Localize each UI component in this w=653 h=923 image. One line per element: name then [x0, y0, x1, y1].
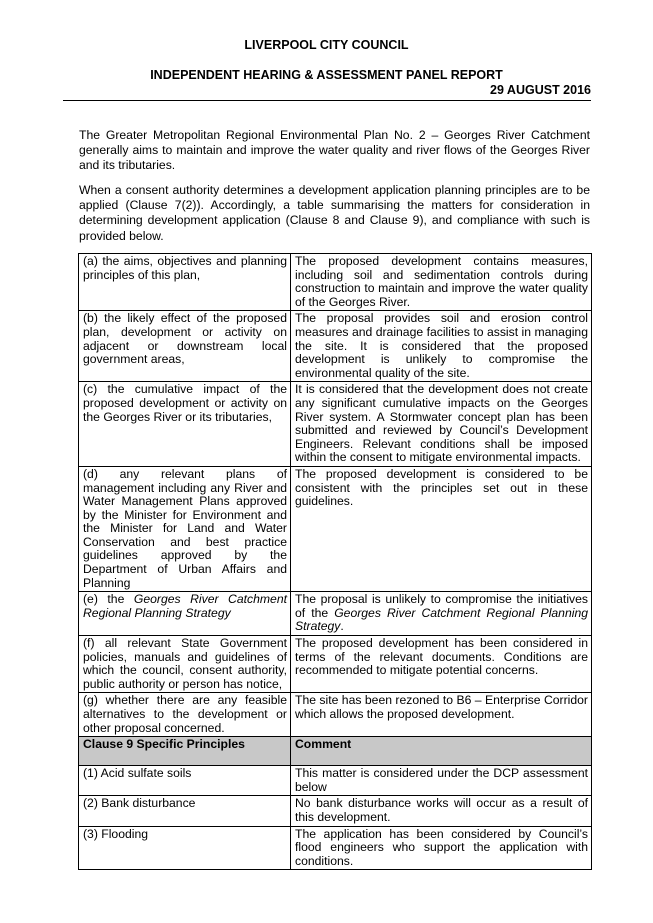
table-row	[79, 254, 592, 311]
comment-cell: This matter is considered under the DCP assessment below	[291, 766, 592, 796]
clause-cell: (3) Flooding	[79, 826, 291, 870]
comment-cell: The proposal provides soil and erosion control measures and drainage facilities to assist in managing the site. It is considered that the proposed development is unlikely to compromise the environmental quality of the site.	[291, 311, 592, 382]
header-rule	[63, 100, 591, 101]
comment-text: The proposal is unlikely to compromise the initiatives of the	[295, 592, 588, 620]
clause-cell: (2) Bank disturbance	[79, 796, 291, 826]
clause-cell: (c) the cumulative impact of the proposed development or activity on the Georges River or its tributaries,	[79, 382, 291, 467]
table-row	[79, 796, 592, 826]
table-row	[79, 382, 592, 467]
table-row	[79, 693, 592, 737]
table-row	[79, 636, 592, 693]
comment-header: Comment	[291, 737, 592, 766]
comment-text: .	[340, 619, 344, 634]
clause-cell: (b) the likely effect of the proposed plan, development or activity on adjacent or downstream local government areas,	[79, 311, 291, 382]
table-header-row	[79, 737, 592, 766]
comment-cell: The site has been rezoned to B6 – Enterprise Corridor which allows the proposed development.	[291, 693, 592, 737]
table-row	[79, 592, 592, 636]
strategy-title: Georges River Catchment Regional Planning Strategy	[83, 592, 287, 620]
report-date: 29 AUGUST 2016	[490, 83, 591, 97]
comment-cell: No bank disturbance works will occur as a result of this development.	[291, 796, 592, 826]
comment-cell: The proposed development is considered to be consistent with the principles set out in these guidelines.	[291, 466, 592, 591]
report-title: INDEPENDENT HEARING & ASSESSMENT PANEL REPORT	[150, 68, 503, 82]
comment-cell: The proposed development has been considered in terms of the relevant documents. Conditions are recommended to mitigate potential concerns.	[291, 636, 592, 693]
table-row	[79, 766, 592, 796]
clause-cell: (f) all relevant State Government policies, manuals and guidelines of which the council, consent authority, public authority or person has notice,	[79, 636, 291, 693]
intro-paragraph: The Greater Metropolitan Regional Environmental Plan No. 2 – Georges River Catchment generally aims to maintain and improve the water quality and river flows of the Georges River and its tributaries.	[79, 128, 590, 173]
clause-cell: (g) whether there are any feasible alternatives to the development or other proposal concerned.	[79, 693, 291, 737]
clause-cell: (a) the aims, objectives and planning principles of this plan,	[79, 254, 291, 311]
clause-paragraph: When a consent authority determines a development application planning principles are to be applied (Clause 7(2)). Accordingly, a table summarising the matters for consideration in determining development application (Clause 8 and Clause 9), and compliance with such is provided below.	[79, 183, 590, 243]
strategy-title: Georges River Catchment Regional Planning Strategy	[295, 605, 588, 634]
comment-cell: The application has been considered by Council’s flood engineers who support the application with conditions.	[291, 826, 592, 870]
table-row	[79, 466, 592, 591]
comment-cell: The proposed development contains measures, including soil and sedimentation controls during construction to maintain and improve the water quality of the Georges River.	[291, 254, 592, 311]
clause-header: Clause 9 Specific Principles	[79, 737, 291, 766]
clause-cell	[79, 592, 291, 636]
clause-cell: (1) Acid sulfate soils	[79, 766, 291, 796]
clause-table	[78, 253, 592, 870]
table-row	[79, 826, 592, 870]
clause-cell: (d) any relevant plans of management including any River and Water Management Plans approved by the Minister for Environment and the Minister for Land and Water Conservation and best practice guidelines approved by the Department of Urban Affairs and Planning	[79, 466, 291, 591]
comment-cell: It is considered that the development does not create any significant cumulative impacts on the Georges River system. A Stormwater concept plan has been submitted and reviewed by Council’s Development Engineers. Relevant conditions shall be imposed within the consent to mitigate environmental impacts.	[291, 382, 592, 467]
table-row	[79, 311, 592, 382]
clause-text: (e) the	[83, 592, 134, 607]
comment-cell	[291, 592, 592, 636]
council-name: LIVERPOOL CITY COUNCIL	[244, 38, 409, 52]
